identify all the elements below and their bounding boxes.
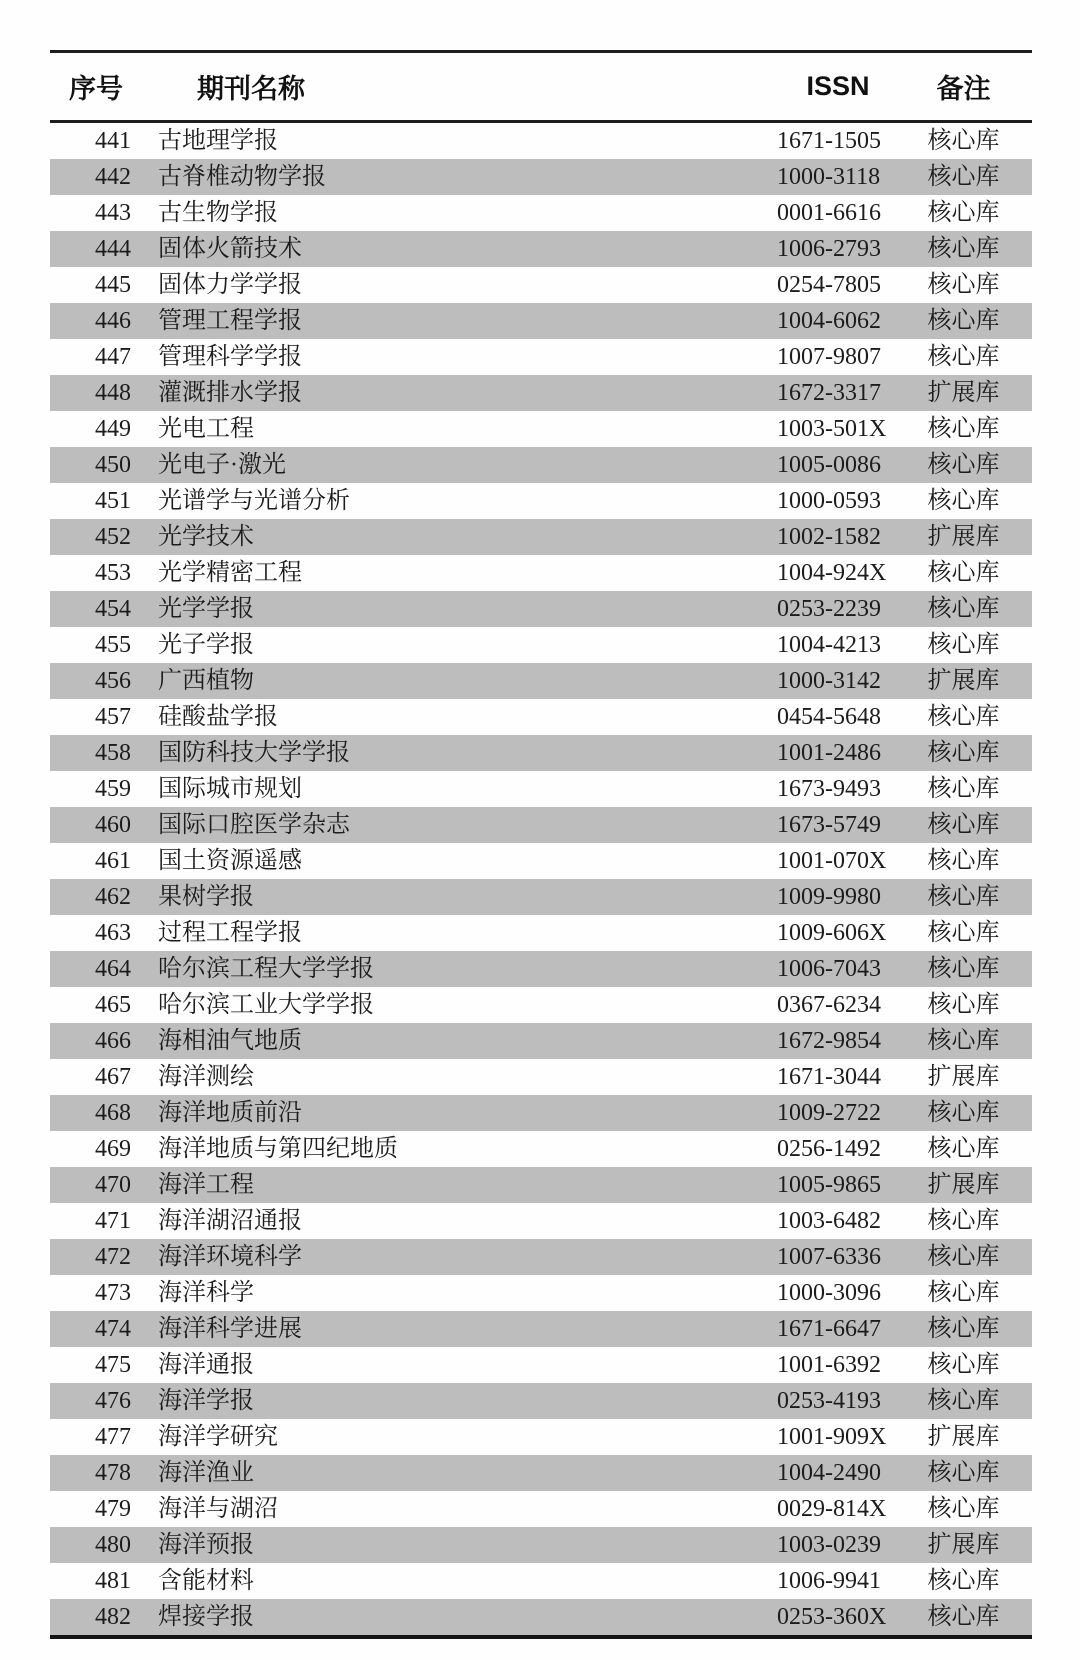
cell-issn: 1007-9807: [777, 344, 881, 370]
cell-note: 核心库: [927, 1100, 1000, 1126]
table-row: [50, 1203, 1032, 1239]
cell-note: 核心库: [927, 1388, 1000, 1414]
cell-note: 核心库: [927, 1136, 1000, 1162]
cell-note: 核心库: [927, 344, 1000, 370]
table-row: [50, 447, 1032, 483]
cell-note: 核心库: [927, 1568, 1000, 1594]
cell-no: 470: [95, 1172, 131, 1198]
table-row: [50, 1599, 1032, 1635]
table-row: [50, 1167, 1032, 1203]
cell-issn: 0253-360X: [777, 1604, 887, 1630]
cell-no: 443: [95, 200, 131, 226]
cell-note: 核心库: [927, 632, 1000, 658]
cell-note: 核心库: [927, 704, 1000, 730]
cell-no: 466: [95, 1028, 131, 1054]
cell-issn: 0454-5648: [777, 704, 881, 730]
cell-note: 核心库: [927, 992, 1000, 1018]
cell-issn: 1000-3118: [777, 164, 881, 190]
cell-no: 475: [95, 1352, 131, 1378]
cell-name: 海洋湖沼通报: [158, 1208, 302, 1234]
cell-name: 光谱学与光谱分析: [158, 488, 350, 514]
table-body: [50, 123, 1032, 1635]
cell-note: 核心库: [927, 128, 1000, 154]
table-row: [50, 1527, 1032, 1563]
cell-name: 哈尔滨工程大学学报: [158, 956, 374, 982]
cell-no: 452: [95, 524, 131, 550]
cell-issn: 1004-6062: [777, 308, 881, 334]
cell-note: 核心库: [927, 1496, 1000, 1522]
table-row: [50, 735, 1032, 771]
table-row: [50, 1419, 1032, 1455]
cell-note: 核心库: [927, 1352, 1000, 1378]
cell-note: 扩展库: [927, 668, 1000, 694]
cell-note: 核心库: [927, 1208, 1000, 1234]
table-row: [50, 303, 1032, 339]
cell-name: 海洋地质与第四纪地质: [158, 1136, 398, 1162]
cell-no: 454: [95, 596, 131, 622]
table-header-row: [50, 53, 1032, 123]
cell-note: 核心库: [927, 956, 1000, 982]
table-row: [50, 1239, 1032, 1275]
cell-no: 460: [95, 812, 131, 838]
table-row: [50, 699, 1032, 735]
table-row: [50, 915, 1032, 951]
cell-note: 核心库: [927, 416, 1000, 442]
table-row: [50, 159, 1032, 195]
column-header-name: 期刊名称: [197, 74, 305, 104]
table-row: [50, 1059, 1032, 1095]
table-row: [50, 1455, 1032, 1491]
cell-note: 核心库: [927, 1244, 1000, 1270]
cell-note: 核心库: [927, 272, 1000, 298]
cell-name: 国际城市规划: [158, 776, 302, 802]
cell-note: 核心库: [927, 596, 1000, 622]
cell-note: 核心库: [927, 1280, 1000, 1306]
cell-name: 海洋预报: [158, 1532, 254, 1558]
cell-issn: 1671-3044: [777, 1064, 881, 1090]
journal-index-table: [50, 50, 1032, 1639]
cell-issn: 1003-0239: [777, 1532, 881, 1558]
cell-note: 核心库: [927, 236, 1000, 262]
cell-name: 古地理学报: [158, 128, 278, 154]
column-header-note: 备注: [936, 74, 991, 104]
cell-name: 海洋科学: [158, 1280, 254, 1306]
cell-issn: 0029-814X: [777, 1496, 887, 1522]
cell-name: 管理工程学报: [158, 308, 302, 334]
table-row: [50, 879, 1032, 915]
cell-name: 果树学报: [158, 884, 254, 910]
cell-name: 固体力学学报: [158, 272, 302, 298]
cell-no: 459: [95, 776, 131, 802]
table-row: [50, 375, 1032, 411]
table-row: [50, 483, 1032, 519]
cell-name: 国际口腔医学杂志: [158, 812, 350, 838]
cell-name: 管理科学学报: [158, 344, 302, 370]
cell-no: 463: [95, 920, 131, 946]
cell-name: 哈尔滨工业大学学报: [158, 992, 374, 1018]
cell-issn: 1000-3096: [777, 1280, 881, 1306]
cell-note: 核心库: [927, 452, 1000, 478]
cell-no: 442: [95, 164, 131, 190]
cell-no: 449: [95, 416, 131, 442]
cell-no: 462: [95, 884, 131, 910]
cell-name: 古脊椎动物学报: [158, 164, 326, 190]
cell-name: 光学技术: [158, 524, 254, 550]
cell-no: 446: [95, 308, 131, 334]
table-row: [50, 663, 1032, 699]
table-row: [50, 231, 1032, 267]
cell-name: 海洋工程: [158, 1172, 254, 1198]
cell-issn: 0254-7805: [777, 272, 881, 298]
cell-no: 448: [95, 380, 131, 406]
cell-issn: 0367-6234: [777, 992, 881, 1018]
cell-issn: 1004-924X: [777, 560, 887, 586]
cell-note: 核心库: [927, 164, 1000, 190]
cell-no: 482: [95, 1604, 131, 1630]
cell-name: 海洋通报: [158, 1352, 254, 1378]
table-row: [50, 1311, 1032, 1347]
cell-name: 海洋学报: [158, 1388, 254, 1414]
cell-name: 含能材料: [158, 1568, 254, 1594]
cell-no: 453: [95, 560, 131, 586]
cell-issn: 1009-9980: [777, 884, 881, 910]
cell-no: 474: [95, 1316, 131, 1342]
table-row: [50, 843, 1032, 879]
cell-name: 海洋渔业: [158, 1460, 254, 1486]
table-row: [50, 1347, 1032, 1383]
cell-name: 灌溉排水学报: [158, 380, 302, 406]
cell-issn: 1001-070X: [777, 848, 887, 874]
cell-no: 465: [95, 992, 131, 1018]
cell-no: 471: [95, 1208, 131, 1234]
cell-issn: 1006-9941: [777, 1568, 881, 1594]
cell-name: 国防科技大学学报: [158, 740, 350, 766]
cell-issn: 1005-9865: [777, 1172, 881, 1198]
table-row: [50, 1095, 1032, 1131]
cell-name: 广西植物: [158, 668, 254, 694]
cell-note: 核心库: [927, 884, 1000, 910]
cell-no: 450: [95, 452, 131, 478]
cell-note: 核心库: [927, 308, 1000, 334]
cell-name: 海洋地质前沿: [158, 1100, 302, 1126]
cell-issn: 1006-7043: [777, 956, 881, 982]
cell-note: 核心库: [927, 560, 1000, 586]
cell-note: 核心库: [927, 812, 1000, 838]
cell-no: 473: [95, 1280, 131, 1306]
cell-issn: 1003-6482: [777, 1208, 881, 1234]
cell-note: 核心库: [927, 920, 1000, 946]
cell-no: 480: [95, 1532, 131, 1558]
cell-issn: 1004-4213: [777, 632, 881, 658]
cell-no: 477: [95, 1424, 131, 1450]
cell-note: 核心库: [927, 740, 1000, 766]
cell-issn: 0253-2239: [777, 596, 881, 622]
cell-issn: 1000-3142: [777, 668, 881, 694]
cell-note: 核心库: [927, 776, 1000, 802]
cell-issn: 1672-9854: [777, 1028, 881, 1054]
cell-no: 464: [95, 956, 131, 982]
table-row: [50, 339, 1032, 375]
cell-no: 444: [95, 236, 131, 262]
cell-no: 476: [95, 1388, 131, 1414]
cell-name: 海相油气地质: [158, 1028, 302, 1054]
cell-no: 451: [95, 488, 131, 514]
cell-no: 447: [95, 344, 131, 370]
cell-name: 光电子·激光: [158, 452, 286, 478]
table-row: [50, 195, 1032, 231]
cell-name: 海洋环境科学: [158, 1244, 302, 1270]
table-row: [50, 627, 1032, 663]
cell-issn: 1006-2793: [777, 236, 881, 262]
table-row: [50, 1023, 1032, 1059]
cell-no: 461: [95, 848, 131, 874]
cell-name: 海洋学研究: [158, 1424, 278, 1450]
cell-note: 扩展库: [927, 1172, 1000, 1198]
cell-name: 光电工程: [158, 416, 254, 442]
cell-issn: 1001-2486: [777, 740, 881, 766]
cell-issn: 1672-3317: [777, 380, 881, 406]
cell-no: 457: [95, 704, 131, 730]
cell-note: 扩展库: [927, 1064, 1000, 1090]
cell-issn: 1673-9493: [777, 776, 881, 802]
cell-note: 核心库: [927, 1028, 1000, 1054]
cell-note: 核心库: [927, 1604, 1000, 1630]
cell-note: 核心库: [927, 848, 1000, 874]
column-header-issn: ISSN: [806, 71, 870, 101]
cell-issn: 1671-1505: [777, 128, 881, 154]
table-row: [50, 591, 1032, 627]
table-row: [50, 1131, 1032, 1167]
cell-note: 扩展库: [927, 1532, 1000, 1558]
cell-name: 古生物学报: [158, 200, 278, 226]
cell-no: 456: [95, 668, 131, 694]
cell-issn: 0001-6616: [777, 200, 881, 226]
table-row: [50, 771, 1032, 807]
cell-no: 478: [95, 1460, 131, 1486]
cell-note: 扩展库: [927, 524, 1000, 550]
cell-name: 硅酸盐学报: [158, 704, 278, 730]
cell-issn: 1002-1582: [777, 524, 881, 550]
cell-issn: 1007-6336: [777, 1244, 881, 1270]
cell-issn: 1001-6392: [777, 1352, 881, 1378]
cell-no: 469: [95, 1136, 131, 1162]
cell-name: 光学精密工程: [158, 560, 302, 586]
cell-issn: 1009-606X: [777, 920, 887, 946]
cell-note: 核心库: [927, 1460, 1000, 1486]
cell-issn: 1673-5749: [777, 812, 881, 838]
table-row: [50, 1275, 1032, 1311]
table-row: [50, 1563, 1032, 1599]
table-row: [50, 1383, 1032, 1419]
cell-name: 海洋科学进展: [158, 1316, 302, 1342]
cell-name: 过程工程学报: [158, 920, 302, 946]
cell-issn: 0253-4193: [777, 1388, 881, 1414]
cell-issn: 1671-6647: [777, 1316, 881, 1342]
table-row: [50, 807, 1032, 843]
table-row: [50, 1491, 1032, 1527]
cell-issn: 1003-501X: [777, 416, 887, 442]
cell-name: 海洋测绘: [158, 1064, 254, 1090]
cell-no: 467: [95, 1064, 131, 1090]
table-row: [50, 123, 1032, 159]
table-row: [50, 519, 1032, 555]
table-row: [50, 951, 1032, 987]
cell-name: 国土资源遥感: [158, 848, 302, 874]
cell-no: 468: [95, 1100, 131, 1126]
cell-note: 核心库: [927, 200, 1000, 226]
table-row: [50, 267, 1032, 303]
cell-no: 458: [95, 740, 131, 766]
cell-note: 核心库: [927, 1316, 1000, 1342]
table-row: [50, 555, 1032, 591]
cell-issn: 1000-0593: [777, 488, 881, 514]
cell-no: 481: [95, 1568, 131, 1594]
table-row: [50, 411, 1032, 447]
cell-issn: 1004-2490: [777, 1460, 881, 1486]
cell-no: 472: [95, 1244, 131, 1270]
cell-no: 445: [95, 272, 131, 298]
cell-issn: 1005-0086: [777, 452, 881, 478]
cell-no: 455: [95, 632, 131, 658]
cell-note: 扩展库: [927, 380, 1000, 406]
cell-name: 光子学报: [158, 632, 254, 658]
cell-no: 479: [95, 1496, 131, 1522]
cell-issn: 1009-2722: [777, 1100, 881, 1126]
cell-note: 扩展库: [927, 1424, 1000, 1450]
cell-no: 441: [95, 128, 131, 154]
cell-issn: 0256-1492: [777, 1136, 881, 1162]
cell-issn: 1001-909X: [777, 1424, 887, 1450]
table-row: [50, 987, 1032, 1023]
cell-note: 核心库: [927, 488, 1000, 514]
column-header-no: 序号: [69, 74, 123, 104]
cell-name: 固体火箭技术: [158, 236, 302, 262]
cell-name: 焊接学报: [158, 1604, 254, 1630]
cell-name: 光学学报: [158, 596, 254, 622]
cell-name: 海洋与湖沼: [158, 1496, 278, 1522]
